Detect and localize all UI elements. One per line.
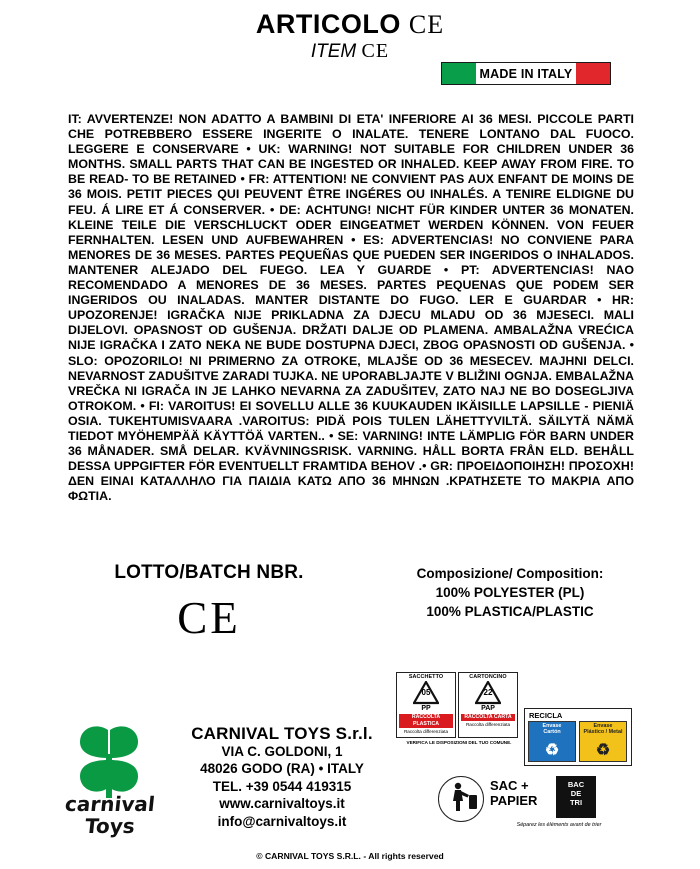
ce-mark-icon-small: CE	[361, 40, 390, 63]
recycling-cartoncino-sub: Raccolta differenziata	[465, 722, 511, 727]
italian-flag-green-stripe	[442, 63, 476, 84]
composition-polyester: 100% POLYESTER (PL)	[435, 585, 585, 600]
multilingual-warnings-text: IT: AVVERTENZE! NON ADATTO A BAMBINI DI ETA' INFERIORE AI 36 MESI. PICCOLE PARTI CHE POTREBBERO ESSERE INGERITE O INALATE. TENERE LONTANO DAL FUOCO. LEGGERE E CONSERVARE • UK: WARNING! NOT SUITABLE FOR CHILDREN UNDER 36 MONTHS. SMALL PARTS THAT CAN BE INGESTED OR INHALED. KEEP AWAY FROM FIRE. TO BE READ- TO BE RETAINED • FR: ATTENTION! NE CONVIENT PAS AUX ENFANT DE MOINS DE 36 MOIS. PETIT PIECES QUI PEUVENT ÊTRE INGÉRES OU INHALÉS. A TENIRE ELDIGNE DU FEU. Á LIRE ET Á CONSERVER. • DE: ACHTUNG! NICHT FÜR KINDER UNTER 36 MONATEN. KLEINE TEILE DIE VERSCHLUCKT ODER EINGEATMET WERDEN KÖNNEN. VON FEUER FERNHALTEN. LESEN UND AUFBEWAHREN • ES: ADVERTENCIAS! NO CONVIENE PARA MENORES DE 36 MESES. PARTES PEQUEÑAS QUE PUEDEN SER INGERIDOS O INHALADOS. MANTENER ALEJADO DEL FUEGO. LEA Y GUARDE • PT: ADVERTENCIAS! NAO RECOMENDADO A MENORES DE 36 MESES. PARTES PEQUENAS QUE PODEM SER INGERIDOS OU INALADAS. MANTER DISTANTE DO FUGO. LER E GUARDAR • HR: UPOZORENJE! IGRAČKA NIJE PRIKLADNA ZA DJECU MLADU OD 36 MJESECI. MALI DIJELOVI. OPASNOST OD GUŠENJA. DRŽATI DALJE OD PLAMENA. AMBALAŽNA VREĆICA NIJE IGRAČKA I ZATO NEKA NE BUDE DOSTUPNA DJECI, ZBOG OPASNOSTI OD GUŠENJA. • SLO: OPOZORILO! NI PRIMERNO ZA OTROKE, MLAJŠE OD 36 MESECEV. MAJHNI DELCI. NEVARNOST ZADUŠITVE ZARADI TUJKA. NE UPORABLJAJTE V BLIŽINI OGNJA. EMBALAŽNA VREČKA NI IGRAČA IN JE LAHKO NEVARNA ZA ZADUŠITEV, ZATO NAJ NE BO DOSEGLJIVA OTROKOM. • FI: VAROITUS! EI SOVELLU ALLE 36 KUUKAUDEN IKÄISILLE LAPSILLE - PIENIÄ OSIA. TUKEHTUMISVAARA .VAROITUS: PIDÄ POIS TULEN LÄHETTYVILTÄ. SÄILYTÄ NÄMÄ TIEDOT MYÖHEMPÄÄ KÄYTTÖÄ VARTEN.. • SE: VARNING! INTE LÄMPLIG FÖR BARN UNDER 36 MÅNADER. SMÅ DELAR. KVÄVNINGSRISK. VARNING. HÅLL BORTA FRÅN ELD. BEHÅLL DESSA UPPGIFTER FÖR EVENTUELLT FRAMTIDA BEHOV .• GR: ΠΡΟΕΙΔΟΠΟΙΗΣΗ! ΠΡΟΣΟΧΗ! ΔΕΝ ΕΙΝΑΙ ΚΑΤΑΛΛΗΛΟ ΓΙΑ ΠΑΙΔΙΑ ΚΑΤΩ ΑΠΟ 36 ΜΗΝΩΝ .ΚΡΑΤΗΣΕΤΕ ΤΟ ΜΑΚΡΙΑ ΑΠΟ ΦΩΤΙΑ.	[68, 112, 634, 504]
logo-word-toys: Toys	[83, 814, 137, 838]
composition-block	[360, 564, 660, 621]
recicla-bin-carton-line2: Cartón	[543, 729, 561, 735]
company-info-block	[152, 725, 412, 830]
bac-line2: DE	[570, 789, 582, 798]
batch-number-label: LOTTO/BATCH NBR.	[114, 562, 304, 583]
company-website[interactable]: www.carnivaltoys.it	[219, 796, 345, 811]
header	[0, 10, 700, 63]
batch-number-block	[84, 562, 334, 644]
bac-line1: BAC	[567, 780, 585, 789]
sac-papier-line1: SAC +	[490, 778, 529, 793]
recycling-bin-icon: ♻	[544, 742, 560, 759]
recycling-sacchetto-title: SACCHETTO	[408, 674, 444, 680]
company-name: CARNIVAL TOYS S.r.l.	[191, 724, 373, 743]
composition-title: Composizione/ Composition:	[416, 566, 604, 581]
recicla-bin-plastic-line1: Envase	[593, 723, 613, 729]
composition-plastic: 100% PLASTICA/PLASTIC	[426, 604, 594, 619]
recycling-symbols-group	[396, 672, 634, 832]
sac-papier-group	[438, 774, 634, 830]
sac-papier-footnote: Séparez les éléments avant de trier	[516, 822, 602, 828]
sac-papier-text	[490, 778, 537, 808]
bac-de-tri-icon	[556, 776, 596, 818]
company-phone: TEL. +39 0544 419315	[212, 778, 352, 794]
recycling-cartoncino-title: CARTONCINO	[469, 674, 507, 680]
recycling-sacchetto-bar: RACCOLTA PLASTICA	[399, 714, 453, 728]
recycling-box-sacchetto	[396, 672, 456, 738]
company-city: 48026 GODO (RA) • ITALY	[200, 761, 364, 776]
recycling-sacchetto-number: 05	[421, 688, 431, 697]
ce-mark-icon-large: CE	[177, 593, 241, 643]
recicla-bin-carton-line1: Envase	[542, 723, 562, 729]
recycling-sacchetto-code: PP	[421, 705, 431, 712]
recycling-cartoncino-code: PAP	[481, 705, 495, 712]
recicla-box	[524, 708, 632, 766]
sac-papier-line2: PAPIER	[490, 793, 538, 808]
articolo-label: ARTICOLO	[255, 9, 401, 39]
mobius-loop-icon	[413, 681, 439, 705]
recycling-cartoncino-bar: RACCOLTA CARTA	[461, 714, 515, 721]
recycling-box-cartoncino	[458, 672, 518, 738]
bac-line3: TRI	[569, 798, 583, 807]
articolo-heading	[0, 10, 700, 38]
recycling-sacchetto-sub: Raccolta differenziata	[403, 729, 449, 734]
recicla-bins	[525, 721, 631, 762]
recycling-cartoncino-number: 22	[483, 688, 493, 697]
made-in-italy-badge	[441, 62, 611, 85]
made-in-italy-label: MADE IN ITALY	[476, 63, 576, 84]
item-label: ITEM	[310, 41, 357, 63]
recycling-bin-icon-2: ♻	[595, 742, 611, 759]
company-email[interactable]: info@carnivaltoys.it	[217, 813, 347, 829]
mobius-loop-icon-2	[475, 681, 501, 705]
recicla-bin-plastic	[579, 721, 627, 762]
ce-mark-icon: CE	[408, 10, 445, 39]
four-leaf-clover-icon	[70, 724, 148, 798]
recicla-bin-carton	[528, 721, 576, 762]
copyright-footer: © CARNIVAL TOYS S.R.L. - All rights reserved	[256, 851, 444, 861]
italian-flag-red-stripe	[576, 63, 610, 84]
recycling-disposal-note: VERIFICA LE DISPOSIZIONI DEL TUO COMUNE.	[406, 740, 512, 745]
company-address: VIA C. GOLDONI, 1	[221, 743, 343, 759]
carnival-toys-logo	[62, 724, 158, 842]
tidyman-icon	[438, 776, 484, 822]
recicla-bin-plastic-line2: Plástico / Metal	[583, 729, 623, 735]
item-heading	[0, 40, 700, 63]
logo-word-carnival: carnival	[63, 792, 157, 816]
recicla-title: RECICLA	[529, 711, 563, 720]
